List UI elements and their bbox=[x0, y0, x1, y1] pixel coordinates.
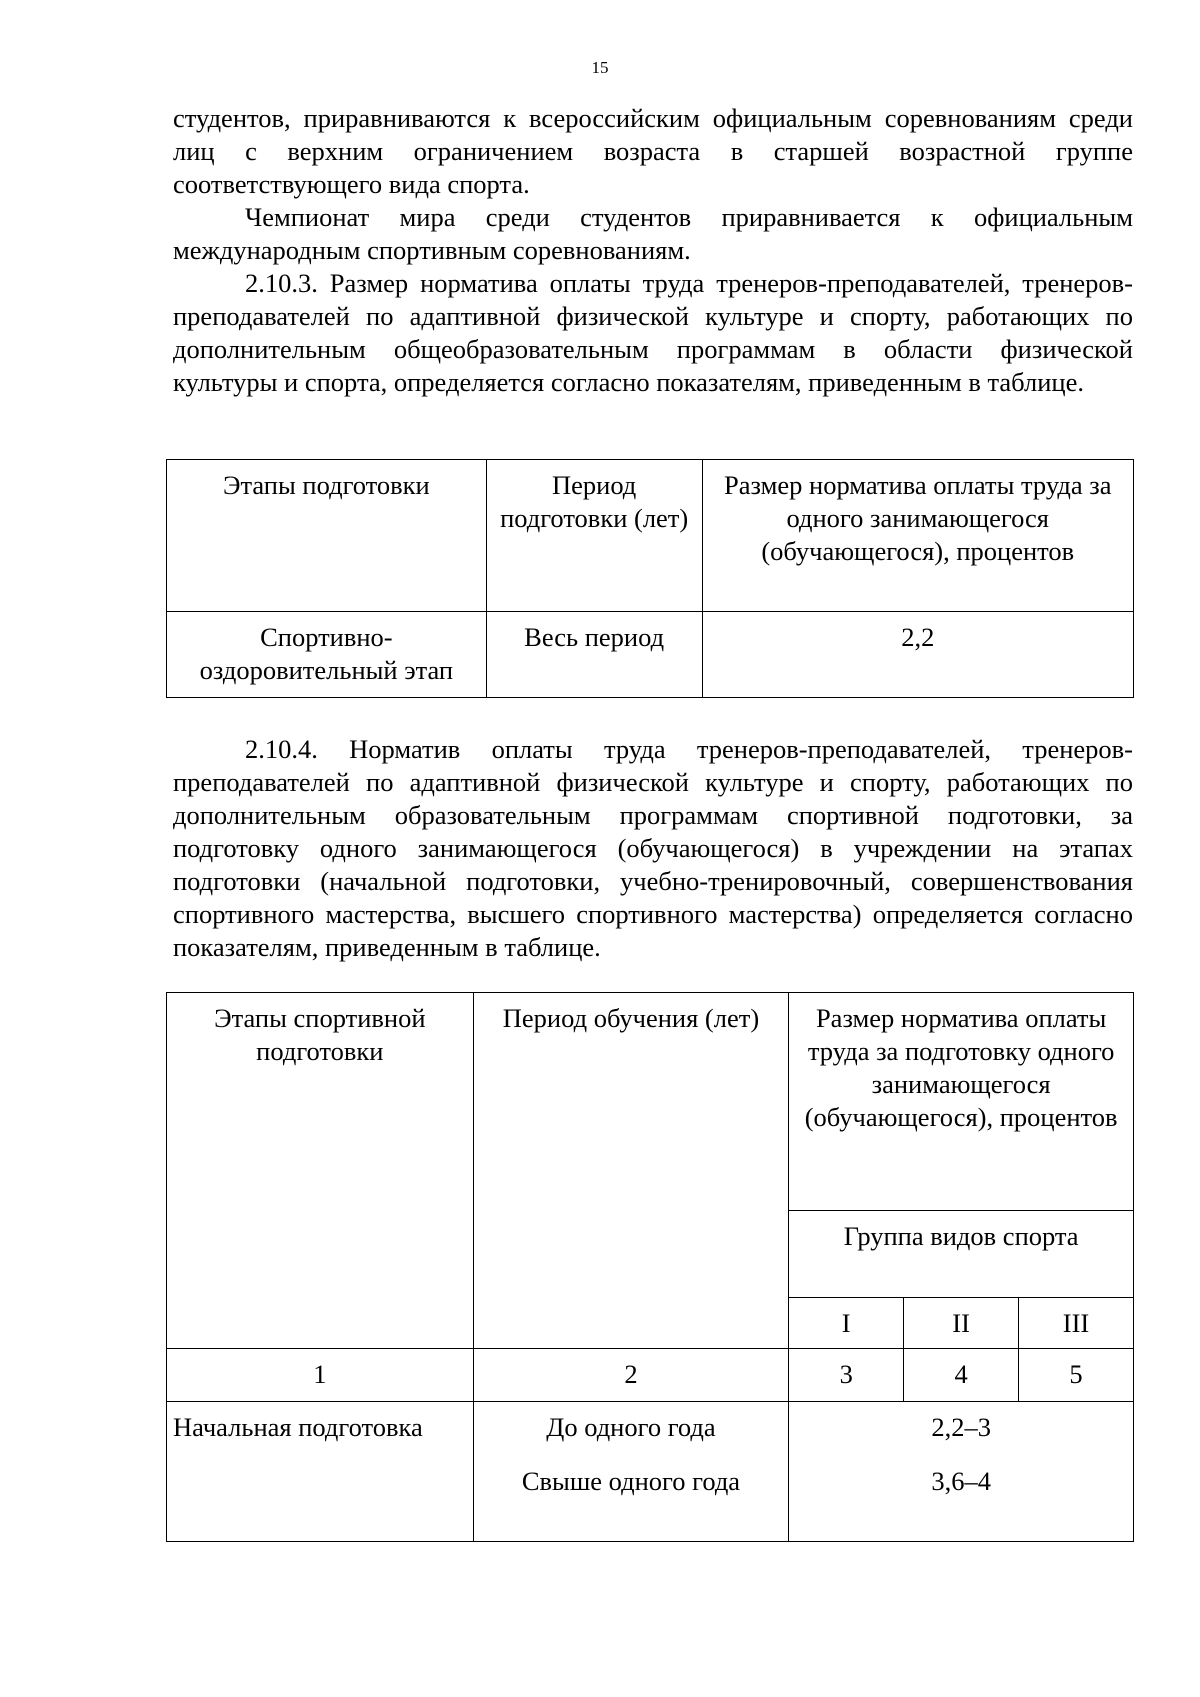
cell-periods bbox=[473, 1402, 789, 1542]
cell-value-line: 3,6–4 bbox=[931, 1466, 991, 1496]
paragraph-students: студентов, приравниваются к всероссийским официальным соревнованиям среди лиц с верхним ограничением возраста в старшей возрастной группе соответствующего вида спорта. bbox=[173, 103, 1133, 199]
paragraph-world-championship: Чемпионат мира среди студентов приравнивается к официальным международным спортивным соревнованиям. bbox=[173, 202, 1133, 265]
intro-text bbox=[173, 102, 1133, 399]
paragraph-2-10-4: 2.10.4. Норматив оплаты труда тренеров-преподавателей, тренеров-преподавателей по адаптивной физической культуре и спорту, работающих по дополнительным образовательным программам спортивной подготовки, за подготовку одного занимающегося (обучающегося) в учреждении на этапах подготовки (начальной подготовки, учебно-тренировочный, совершенствования спортивного мастерства, высшего спортивного мастерства) определяется согласно показателям, приведенным в таблице. bbox=[173, 734, 1133, 962]
header-norm-size: Размер норматива оплаты труда за одного занимающегося (обучающегося), процентов bbox=[702, 460, 1133, 612]
header-group-1: I bbox=[789, 1298, 904, 1349]
text-2-10-4 bbox=[173, 733, 1133, 964]
cell-gap bbox=[478, 1444, 785, 1465]
table-sport-training-stages bbox=[166, 992, 1134, 1542]
cell-period: Весь период bbox=[486, 612, 702, 698]
header-stages: Этапы спортивной подготовки bbox=[167, 993, 474, 1349]
table-header-row bbox=[167, 993, 1134, 1211]
column-number-row bbox=[167, 1349, 1134, 1402]
cell-period-line: До одного года bbox=[546, 1412, 716, 1442]
page-number: 15 bbox=[591, 58, 609, 77]
table-row bbox=[167, 612, 1134, 698]
header-group-3: III bbox=[1019, 1298, 1134, 1349]
column-number: 2 bbox=[473, 1349, 789, 1402]
cell-period-line: Свыше одного года bbox=[521, 1466, 741, 1496]
cell-stage: Спортивно-оздоровительный этап bbox=[167, 612, 487, 698]
header-group-2: II bbox=[904, 1298, 1019, 1349]
table-row bbox=[167, 1402, 1134, 1542]
cell-gap bbox=[793, 1444, 1129, 1465]
column-number: 1 bbox=[167, 1349, 474, 1402]
table-sport-health-stage bbox=[166, 459, 1134, 698]
column-number: 3 bbox=[789, 1349, 904, 1402]
cell-stage: Начальная подготовка bbox=[167, 1402, 474, 1542]
header-period: Период обучения (лет) bbox=[473, 993, 789, 1349]
table-header-row bbox=[167, 460, 1134, 612]
column-number: 4 bbox=[904, 1349, 1019, 1402]
header-period: Период подготовки (лет) bbox=[486, 460, 702, 612]
header-norm-size: Размер норматива оплаты труда за подготовку одного занимающегося (обучающегося), процентов bbox=[789, 993, 1134, 1211]
column-number: 5 bbox=[1019, 1349, 1134, 1402]
header-sport-group: Группа видов спорта bbox=[789, 1211, 1134, 1298]
paragraph-2-10-3: 2.10.3. Размер норматива оплаты труда тренеров-преподавателей, тренеров-преподавателей по адаптивной физической культуре и спорту, работающих по дополнительным общеобразовательным программам в области физической культуры и спорта, определяется согласно показателям, приведенным в таблице. bbox=[173, 268, 1133, 397]
cell-values bbox=[789, 1402, 1134, 1542]
cell-value: 2,2 bbox=[702, 612, 1133, 698]
cell-value-line: 2,2–3 bbox=[931, 1412, 991, 1442]
header-stages: Этапы подготовки bbox=[167, 460, 487, 612]
